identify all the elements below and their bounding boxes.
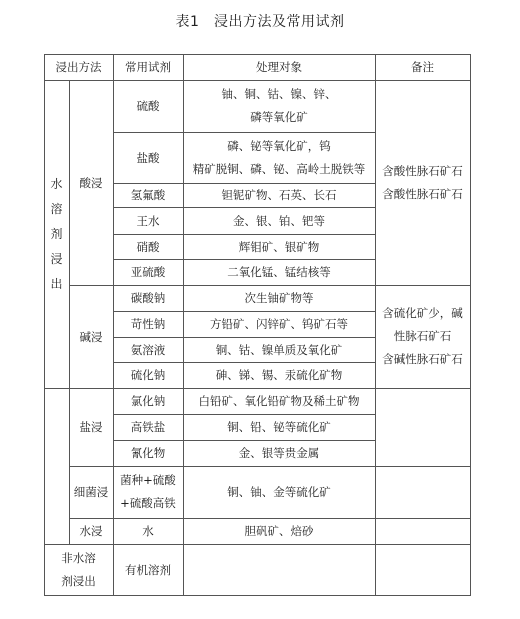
reagent-line: +硫酸高铁 <box>120 496 176 510</box>
group-nonwater-line: 非水溶 <box>61 550 96 565</box>
group-water-solvent <box>44 80 69 388</box>
reagent-cell: 氢氟酸 <box>130 188 166 202</box>
header-notes: 备注 <box>411 60 434 74</box>
leaching-table <box>44 54 471 596</box>
reagent-cell <box>113 466 183 518</box>
target-cell: 二氧化锰、锰结核等 <box>227 265 331 279</box>
group-alkali: 碱浸 <box>79 329 103 344</box>
target-line: 精矿脱铜、磷、铋、高岭土脱铁等 <box>192 161 366 176</box>
group-nonwater-line: 剂浸出 <box>61 573 96 588</box>
notes-acid <box>375 80 470 285</box>
target-cell: 金、银、铂、钯等 <box>233 213 325 228</box>
note-line: 含酸性脉石矿石 <box>382 163 463 178</box>
header-target: 处理对象 <box>256 60 302 74</box>
reagent-cell: 硫化钠 <box>130 368 166 382</box>
target-line: 磷等氧化矿 <box>250 110 308 124</box>
group-bacteria: 细菌浸 <box>73 485 109 499</box>
target-line: 铀、铜、钴、镍、锌、 <box>221 87 337 101</box>
note-line: 性脉石矿石 <box>393 329 452 343</box>
rule-bottom <box>44 595 471 596</box>
target-cell: 胆矾矿、焙砂 <box>244 524 314 538</box>
reagent-cell: 高铁盐 <box>130 420 166 434</box>
reagent-line: 菌种+硫酸 <box>120 473 176 487</box>
group-water-char: 溶 <box>50 201 63 216</box>
target-cell <box>183 80 375 132</box>
target-cell: 砷、锑、锡、汞硫化矿物 <box>215 368 343 382</box>
reagent-cell: 碳酸钠 <box>130 291 166 305</box>
group-water-leach: 水浸 <box>79 524 103 538</box>
reagent-cell: 亚硫酸 <box>130 265 166 279</box>
group-water-char: 剂 <box>50 226 63 241</box>
group-water-char: 水 <box>50 176 63 191</box>
target-cell: 铜、钴、镍单质及氧化矿 <box>215 342 343 357</box>
target-cell: 辉钼矿、银矿物 <box>238 239 320 254</box>
target-cell: 白铅矿、氧化铅矿物及稀土矿物 <box>198 394 360 408</box>
reagent-cell: 氨溶液 <box>130 342 166 357</box>
reagent-cell: 有机溶剂 <box>125 562 171 577</box>
header-method: 浸出方法 <box>55 60 102 74</box>
reagent-cell: 硫酸 <box>136 99 160 113</box>
table-title: 表1 浸出方法及常用试剂 <box>175 14 345 30</box>
note-line: 含碱性脉石矿石 <box>382 352 463 366</box>
reagent-cell: 王水 <box>136 213 160 228</box>
reagent-cell: 硝酸 <box>136 239 160 254</box>
group-non-water <box>44 544 113 595</box>
target-cell: 次生铀矿物等 <box>244 291 314 305</box>
reagent-cell: 苛性钠 <box>130 317 166 331</box>
notes-alkali <box>375 285 470 388</box>
target-cell: 金、银等贵金属 <box>238 446 320 460</box>
target-line: 磷、铋等氧化矿，钨 <box>227 138 331 153</box>
target-cell: 铜、铀、金等硫化矿 <box>227 485 331 499</box>
header-reagent: 常用试剂 <box>125 60 171 74</box>
reagent-cell: 氯化钠 <box>130 394 166 408</box>
group-acid: 酸浸 <box>79 175 103 190</box>
target-cell: 钽铌矿物、石英、长石 <box>221 188 337 202</box>
group-salt: 盐浸 <box>79 420 103 434</box>
reagent-cell: 盐酸 <box>136 150 160 165</box>
note-line: 含硫化矿少，碱 <box>382 306 463 320</box>
group-water-char: 出 <box>50 276 63 291</box>
target-cell: 方铅矿、闪锌矿、钨矿石等 <box>210 317 348 331</box>
note-line: 含酸性脉石矿石 <box>382 186 463 201</box>
reagent-cell: 水 <box>142 524 154 538</box>
group-water-char: 浸 <box>50 251 63 266</box>
reagent-cell: 氰化物 <box>130 446 166 460</box>
target-cell <box>183 132 375 183</box>
target-cell: 铜、铅、铋等硫化矿 <box>227 420 331 434</box>
rule-right <box>470 54 471 596</box>
